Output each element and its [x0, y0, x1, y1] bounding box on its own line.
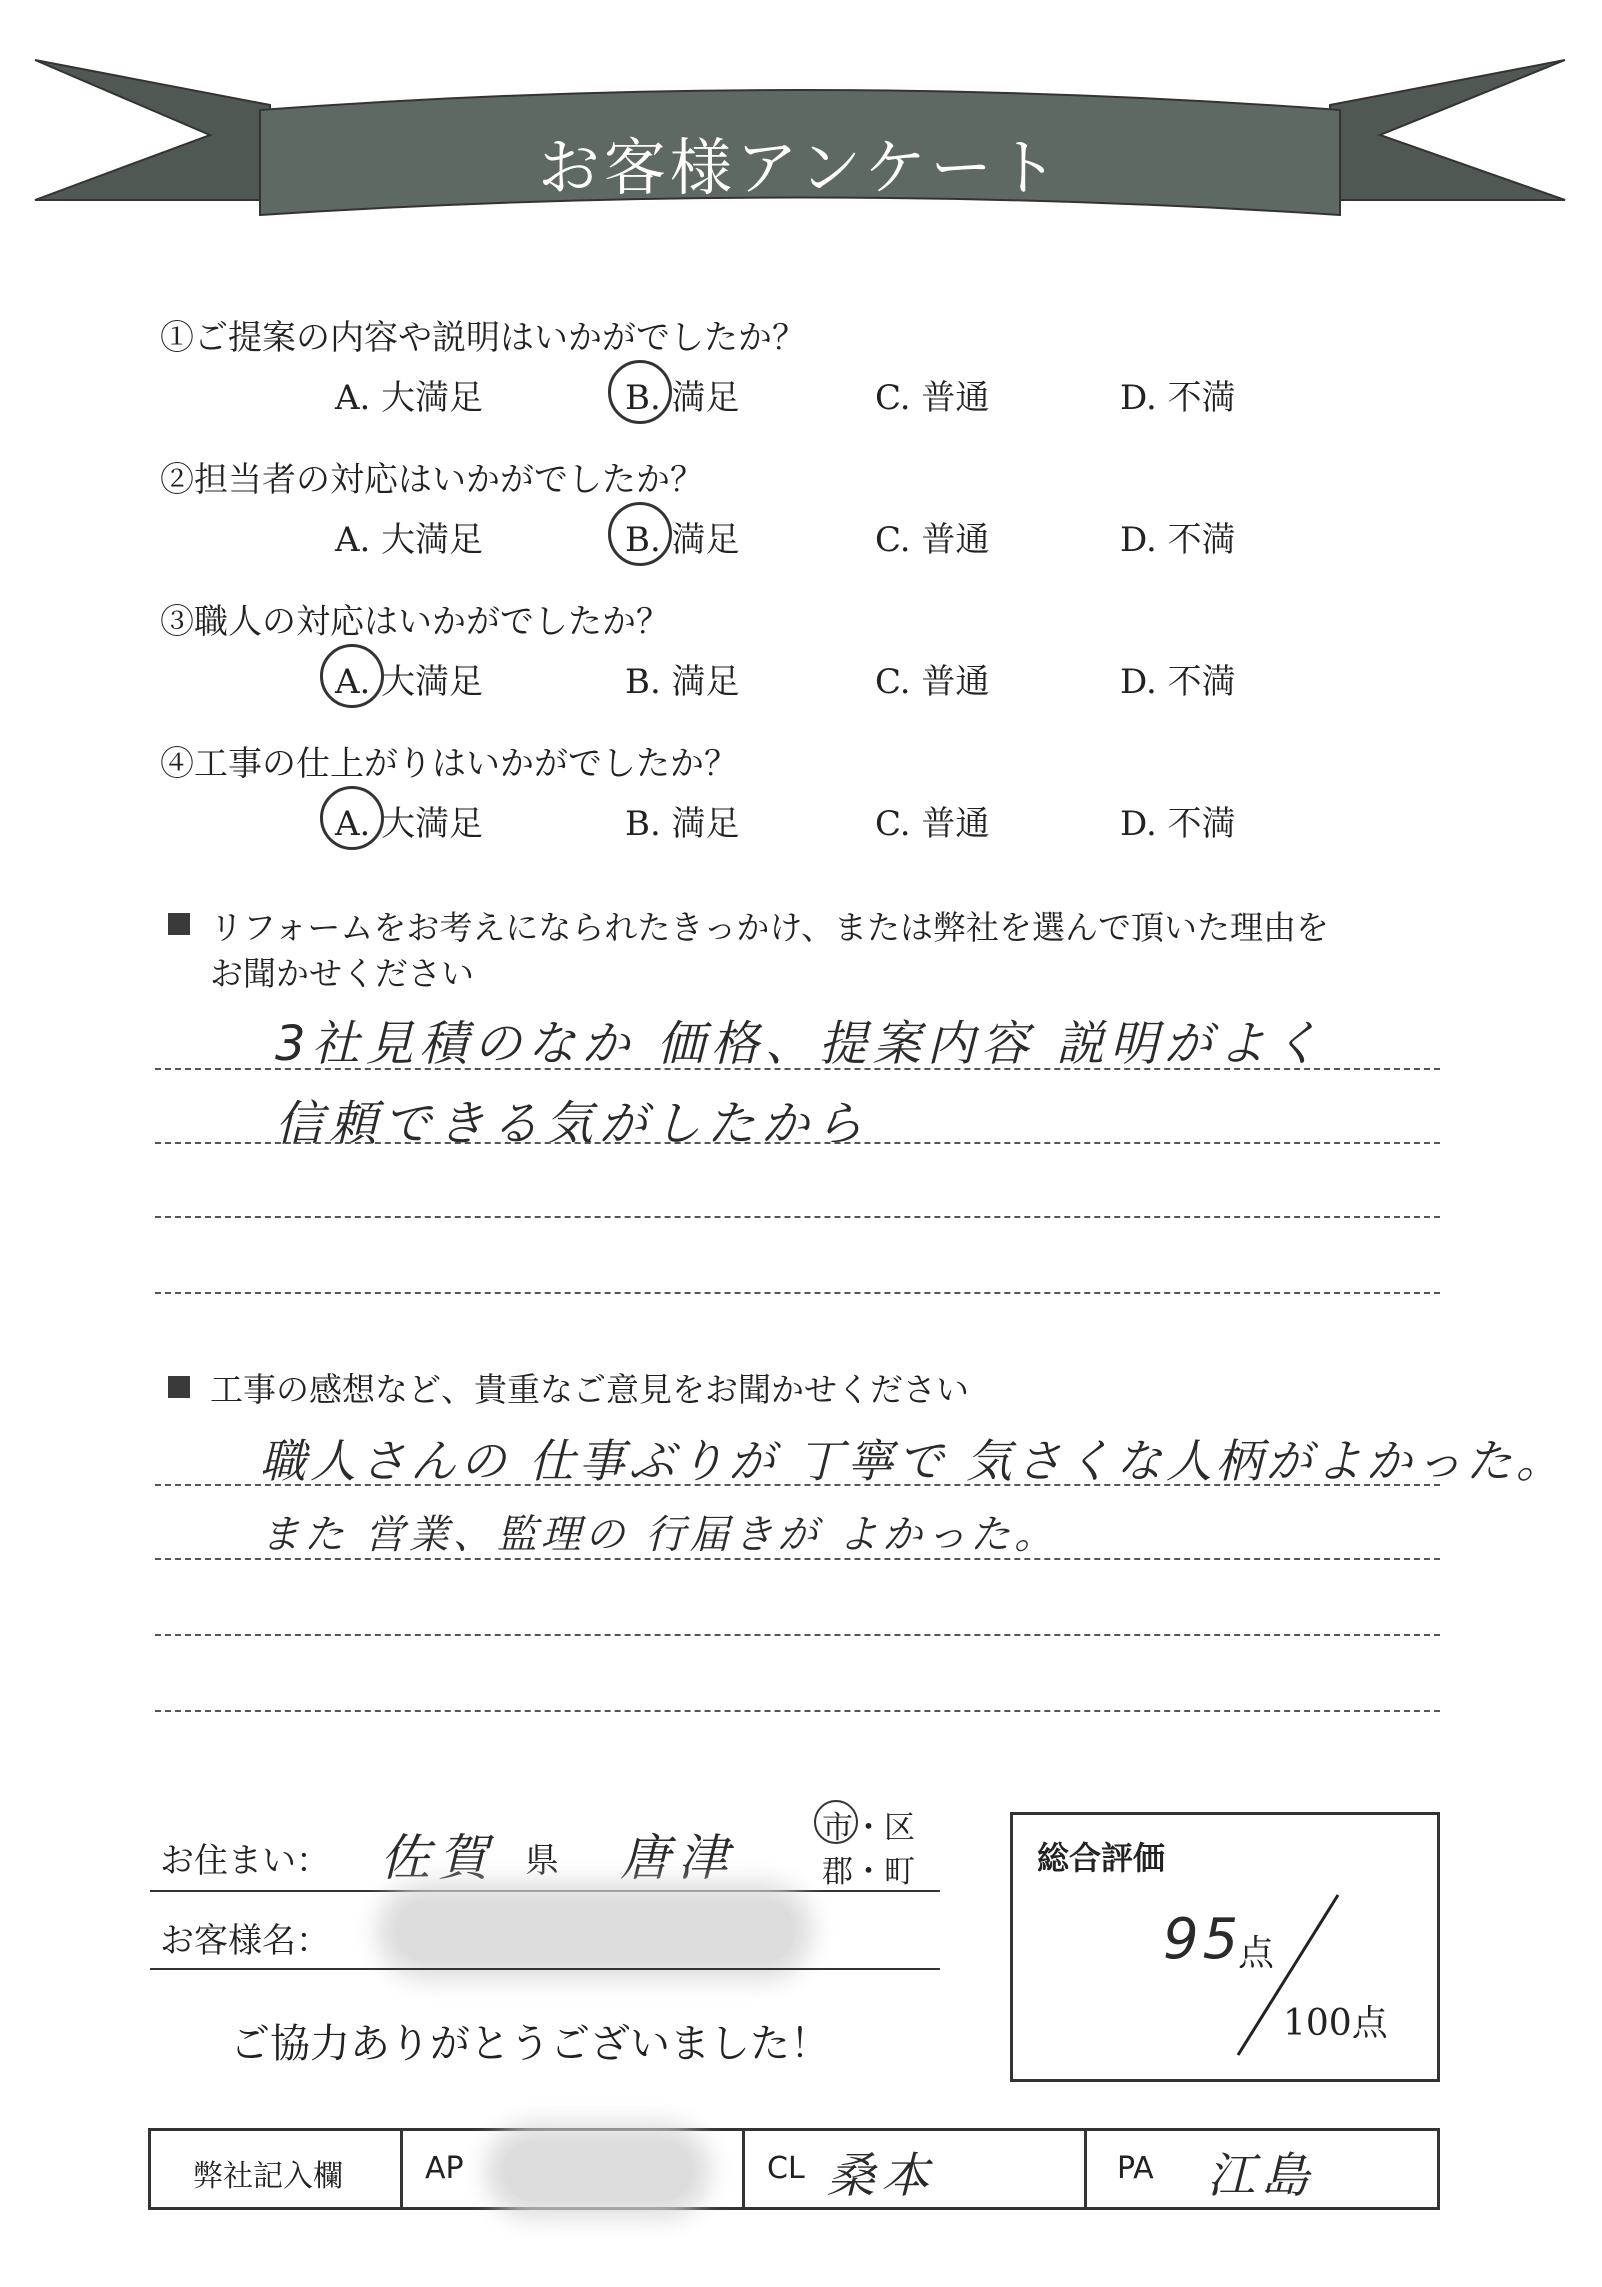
pa-value: 江島	[1207, 2148, 1316, 2204]
address-city: 唐津	[620, 1829, 736, 1887]
q1-option-c[interactable]: C. 普通	[875, 378, 990, 418]
address-underline	[150, 1890, 940, 1892]
q4-option-c[interactable]: C. 普通	[875, 804, 990, 844]
section-bullet-icon	[168, 913, 190, 935]
answer-line	[155, 1558, 1440, 1560]
address-label: お住まい：	[160, 1841, 330, 1881]
address-city-type-row2: 郡・町	[822, 1854, 915, 1890]
answer-line	[155, 1634, 1440, 1636]
answer-line	[155, 1216, 1440, 1218]
question-2-text: ②担当者の対応はいかがでしたか？	[160, 460, 704, 500]
q3-option-b[interactable]: B. 満足	[625, 662, 740, 702]
address-prefecture-suffix: 県	[525, 1841, 559, 1881]
answer-line	[155, 1142, 1440, 1144]
section-bullet-icon	[168, 1376, 190, 1398]
redacted-ap-value	[503, 2141, 693, 2201]
q1-option-a[interactable]: A. 大満足	[335, 378, 484, 418]
address-city-type-row1: 市・区	[822, 1810, 915, 1846]
q1-selection-circle	[608, 360, 672, 424]
reason-answer-line2: 信頼できる気がしたから	[275, 1096, 870, 1152]
q4-option-a[interactable]: A. 大満足	[335, 804, 484, 844]
address-prefecture: 佐賀	[380, 1829, 496, 1887]
score-unit: 点	[1238, 1933, 1275, 1974]
office-use-label: 弊社記入欄	[193, 2159, 343, 2194]
redacted-customer-name	[395, 1900, 795, 1962]
cl-label: CL	[767, 2151, 805, 2186]
score-value: 95	[1163, 1907, 1243, 1972]
feedback-answer-line2: また 営業、監理の 行届きが よかった。	[260, 1512, 1059, 1558]
overall-score-box	[1010, 1812, 1440, 2082]
question-3-text: ③職人の対応はいかがでしたか？	[160, 602, 670, 642]
ap-cell	[403, 2131, 745, 2207]
q2-option-c[interactable]: C. 普通	[875, 520, 990, 560]
pa-label: PA	[1117, 2151, 1154, 2186]
reason-prompt-line1: リフォームをお考えになられたきっかけ、または弊社を選んで頂いた理由を	[210, 908, 1330, 947]
answer-line	[155, 1068, 1440, 1070]
answer-line	[155, 1710, 1440, 1712]
office-use-label-cell	[151, 2131, 403, 2207]
question-4-text: ④工事の仕上がりはいかがでしたか？	[160, 744, 738, 784]
q3-option-a[interactable]: A. 大満足	[335, 662, 484, 702]
survey-title: お客様アンケート	[537, 131, 1063, 204]
q1-option-d[interactable]: D. 不満	[1120, 378, 1236, 418]
office-use-box	[148, 2128, 1440, 2210]
customer-name-label: お客様名：	[160, 1921, 330, 1961]
city-type-selection-circle	[814, 1800, 858, 1844]
q2-option-d[interactable]: D. 不満	[1120, 520, 1236, 560]
q2-option-a[interactable]: A. 大満足	[335, 520, 484, 560]
q3-option-c[interactable]: C. 普通	[875, 662, 990, 702]
ap-label: AP	[425, 2151, 464, 2186]
q3-option-d[interactable]: D. 不満	[1120, 662, 1236, 702]
answer-line	[155, 1292, 1440, 1294]
reason-prompt-line2: お聞かせください	[210, 954, 474, 993]
pa-cell	[1087, 2131, 1437, 2207]
customer-name-underline	[150, 1968, 940, 1970]
q2-selection-circle	[608, 502, 672, 566]
cl-value: 桑本	[827, 2148, 936, 2204]
q4-option-d[interactable]: D. 不満	[1120, 804, 1236, 844]
feedback-answer-line1: 職人さんの 仕事ぶりが 丁寧で 気さくな人柄がよかった。	[260, 1434, 1566, 1488]
feedback-prompt: 工事の感想など、貴重なご意見をお聞かせください	[210, 1370, 969, 1409]
score-max: 100点	[1283, 2003, 1388, 2044]
q3-selection-circle	[320, 644, 384, 708]
cl-cell	[745, 2131, 1087, 2207]
q1-option-b[interactable]: B. 満足	[625, 378, 740, 418]
q4-selection-circle	[320, 786, 384, 850]
question-1-text: ①ご提案の内容や説明はいかがでしたか？	[160, 318, 806, 358]
thanks-message: ご協力ありがとうございました！	[230, 2021, 830, 2067]
answer-line	[155, 1484, 1440, 1486]
reason-answer-line1: 3社見積のなか 価格、提案内容 説明がよく	[275, 1016, 1327, 1072]
q4-option-b[interactable]: B. 満足	[625, 804, 740, 844]
overall-score-label: 総合評価	[1037, 1839, 1166, 1877]
q2-option-b[interactable]: B. 満足	[625, 520, 740, 560]
